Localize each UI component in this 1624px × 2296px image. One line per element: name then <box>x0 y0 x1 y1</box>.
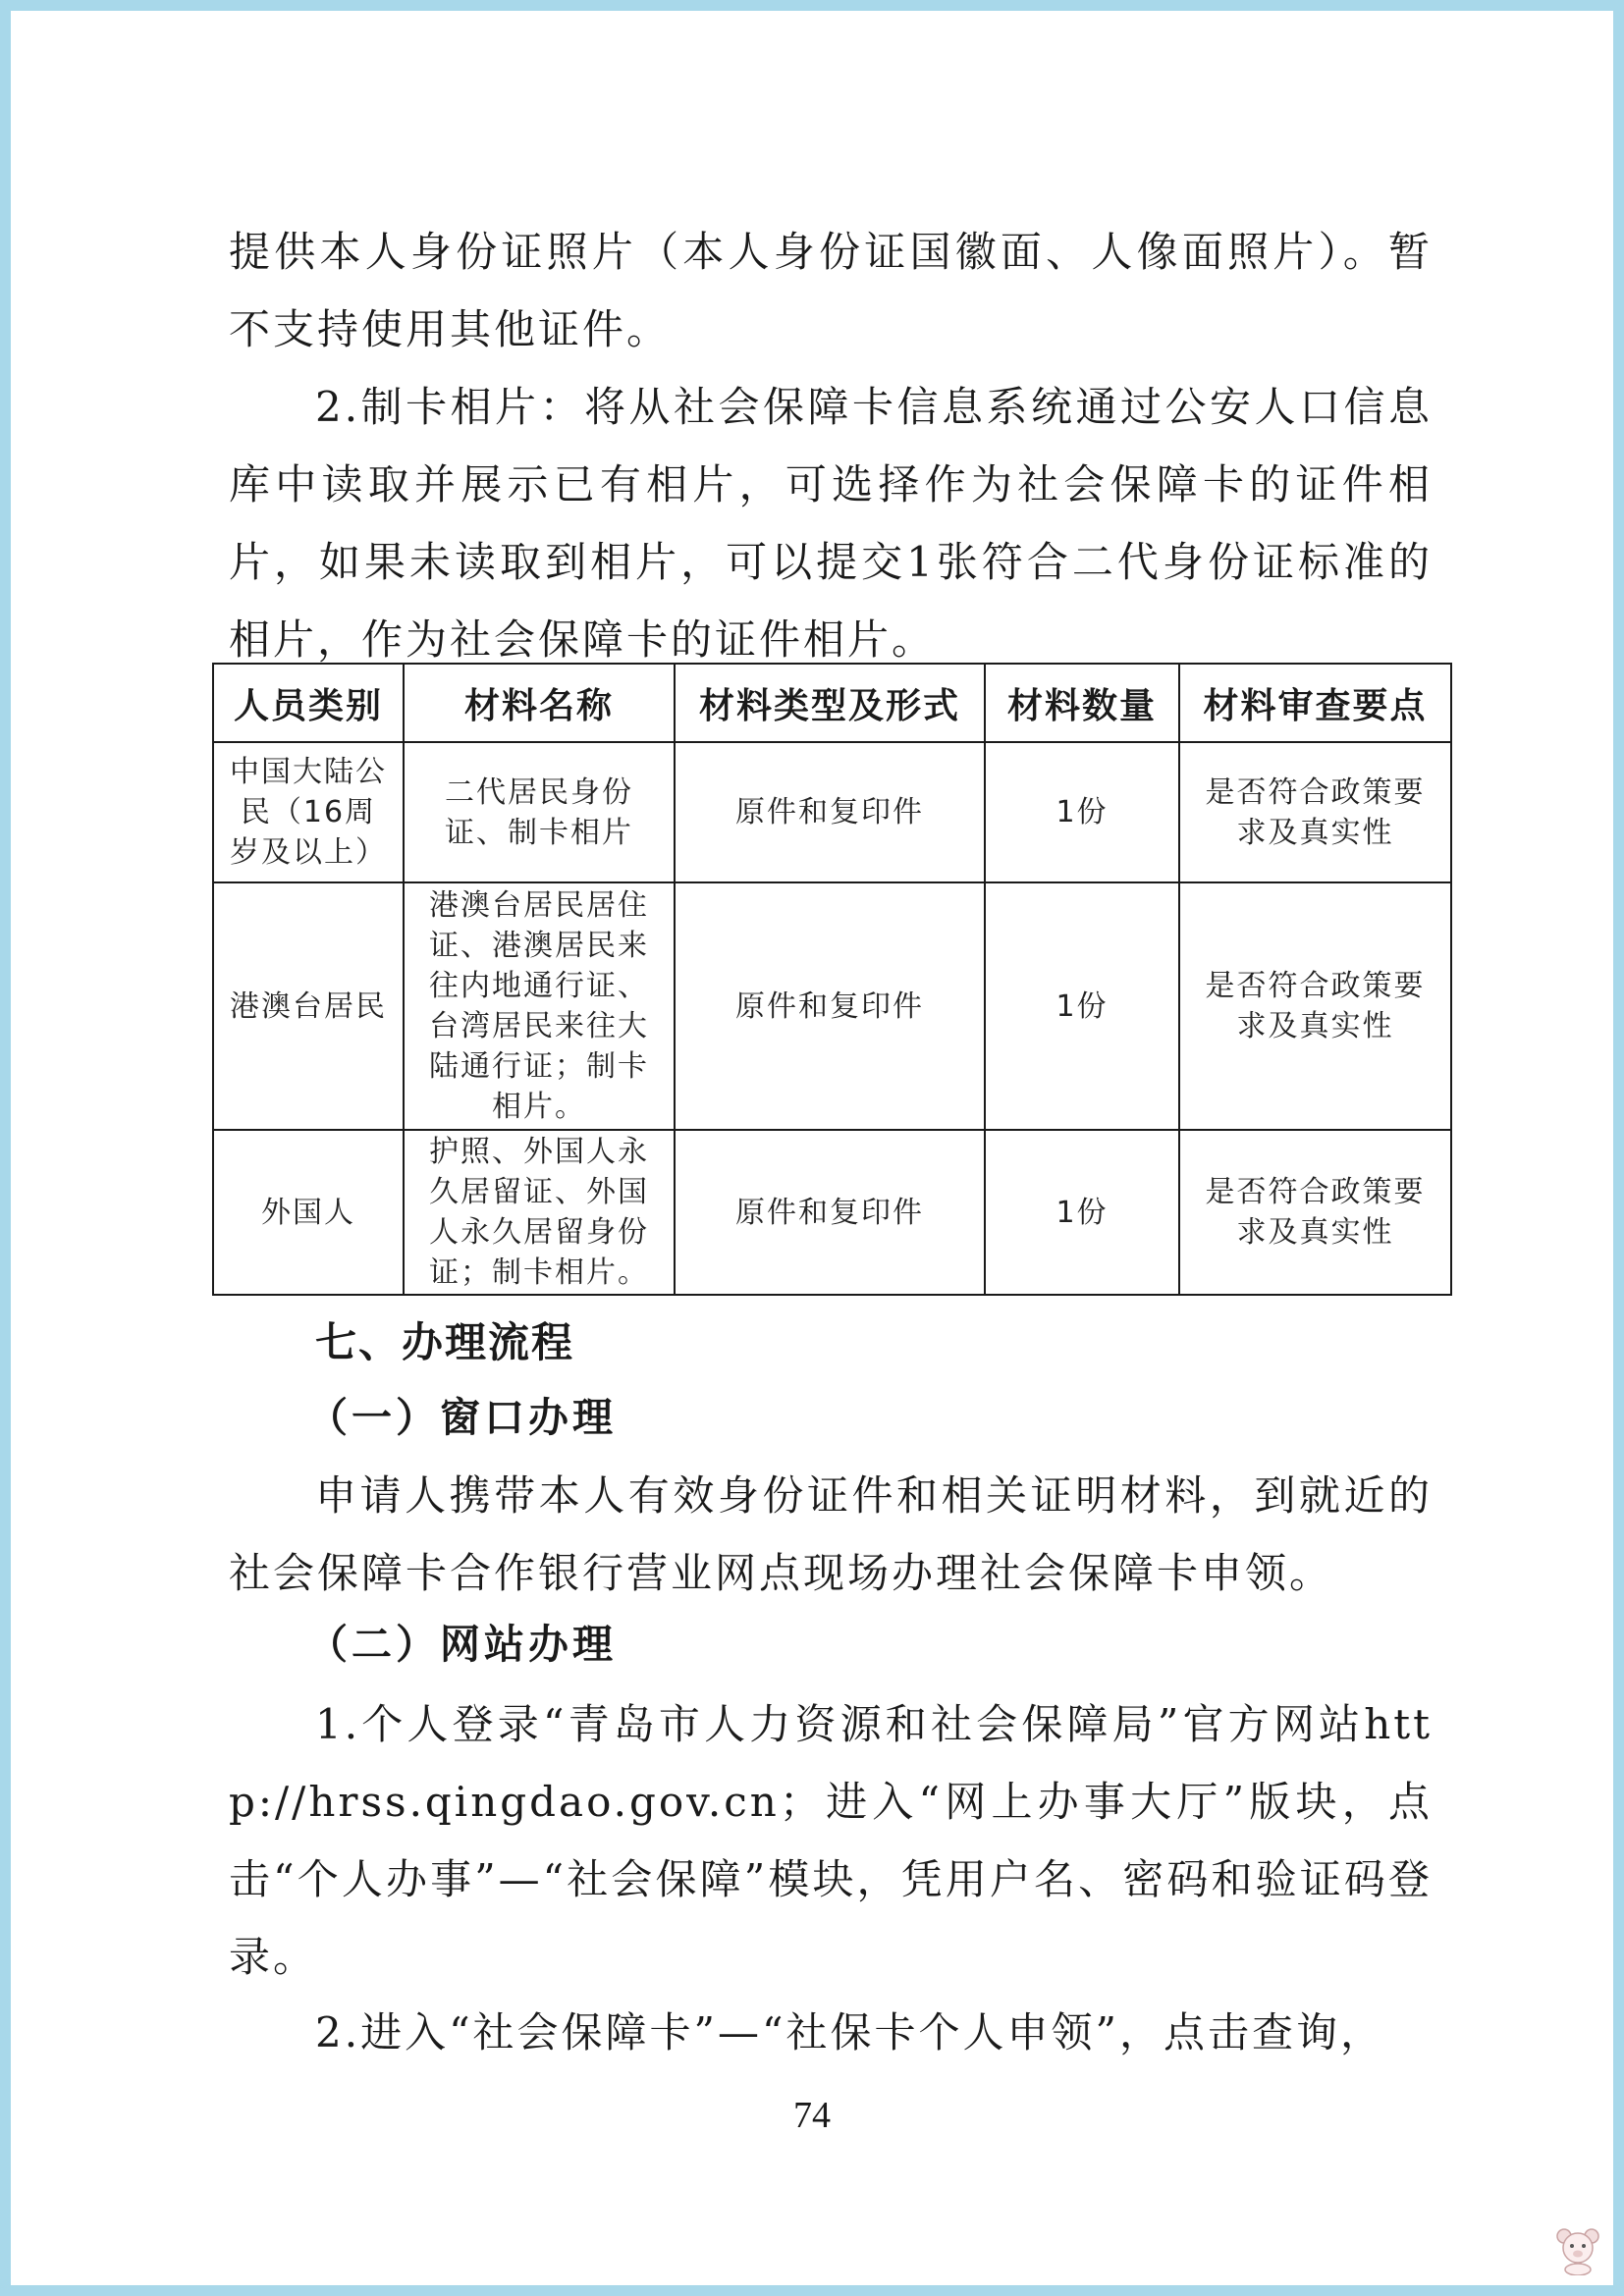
table-row <box>213 1130 1451 1295</box>
paragraph-card-photo: 2.制卡相片：将从社会保障卡信息系统通过公安人口信息库中读取并展示已有相片，可选择作为社会保障卡的证件相片，如果未读取到相片，可以提交1张符合二代身份证标准的相片，作为社会保障卡的证件相片。 <box>229 383 1433 664</box>
subheading-website: （二）网站办理 <box>307 1621 617 1668</box>
paragraph-website-login: 1.个人登录“青岛市人力资源和社会保障局”官方网站http://hrss.qingdao.gov.cn；进入“网上办事大厅”版块，点击“个人办事”—“社会保障”模块，凭用户名、密码和验证码登录。 <box>229 1700 1433 1981</box>
cell-material-type: 原件和复印件 <box>675 1130 985 1295</box>
header-person-category: 人员类别 <box>213 664 404 742</box>
cell-review-points: 是否符合政策要求及真实性 <box>1179 742 1451 882</box>
table-row <box>213 882 1451 1130</box>
cell-material-name: 二代居民身份证、制卡相片 <box>404 742 675 882</box>
table-row <box>213 742 1451 882</box>
cell-material-type: 原件和复印件 <box>675 882 985 1130</box>
cell-review-points: 是否符合政策要求及真实性 <box>1179 882 1451 1130</box>
cell-person-category: 外国人 <box>213 1130 404 1295</box>
header-material-type: 材料类型及形式 <box>675 664 985 742</box>
cell-material-quantity: 1份 <box>985 882 1179 1130</box>
paragraph-window-process: 申请人携带本人有效身份证件和相关证明材料，到就近的社会保障卡合作银行营业网点现场办理社会保障卡申领。 <box>229 1471 1433 1597</box>
cell-material-name: 护照、外国人永久居留证、外国人永久居留身份证；制卡相片。 <box>404 1130 675 1295</box>
section-heading-process: 七、办理流程 <box>315 1318 575 1366</box>
table-header-row <box>213 664 1451 742</box>
cell-person-category: 港澳台居民 <box>213 882 404 1130</box>
materials-table <box>212 663 1452 1296</box>
header-material-name: 材料名称 <box>404 664 675 742</box>
cell-material-quantity: 1份 <box>985 742 1179 882</box>
cell-material-quantity: 1份 <box>985 1130 1179 1295</box>
header-review-points: 材料审查要点 <box>1179 664 1451 742</box>
header-material-quantity: 材料数量 <box>985 664 1179 742</box>
page-number: 74 <box>793 2095 831 2136</box>
cell-material-type: 原件和复印件 <box>675 742 985 882</box>
paragraph-website-apply: 2.进入“社会保障卡”—“社保卡个人申领”，点击查询， <box>315 2008 1384 2056</box>
subheading-window: （一）窗口办理 <box>307 1394 617 1441</box>
cell-person-category: 中国大陆公民（16周岁及以上） <box>213 742 404 882</box>
teddy-bear-icon <box>1552 2224 1603 2275</box>
cell-material-name: 港澳台居民居住证、港澳居民来往内地通行证、台湾居民来往大陆通行证；制卡相片。 <box>404 882 675 1130</box>
cell-review-points: 是否符合政策要求及真实性 <box>1179 1130 1451 1295</box>
paragraph-id-photo: 提供本人身份证照片（本人身份证国徽面、人像面照片）。暂不支持使用其他证件。 <box>229 228 1433 353</box>
